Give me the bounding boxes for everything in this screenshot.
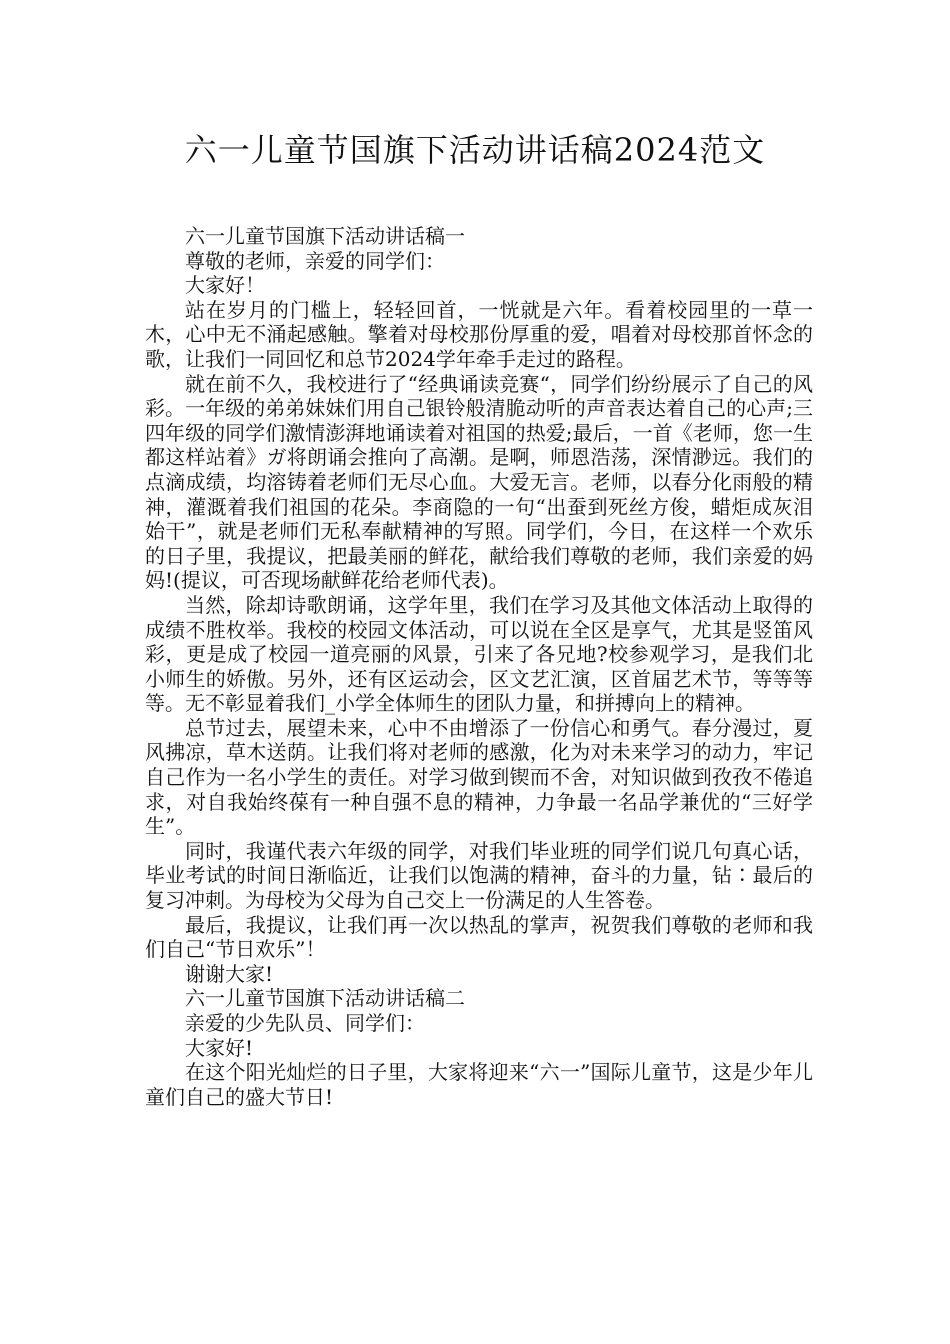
body-paragraph: 在这个阳光灿烂的日子里，大家将迎来“六一”国际儿童节，这是少年儿童们自己的盛大节日! bbox=[145, 1060, 813, 1109]
body-paragraph: 站在岁月的门槛上，轻轻回首，一恍就是六年。看着校园里的一草一木，心中无不涌起感触。擎着对母校那份厚重的爱，唱着对母校那首怀念的歌，让我们一同回忆和总节2024学年牵手走过的路程。 bbox=[145, 297, 813, 371]
greeting-1: 大家好！ bbox=[185, 273, 265, 298]
greeting-2: 大家好! bbox=[185, 1035, 254, 1060]
section-heading-2: 六一儿童节国旗下活动讲话稿二 bbox=[185, 986, 465, 1011]
closing-thanks: 谢谢大家! bbox=[185, 961, 274, 986]
body-paragraph: 当然，除却诗歌朗诵，这学年里，我们在学习及其他文体活动上取得的成绩不胜枚举。我校的校园文体活动，可以说在全区是享气，尤其是竖笛风彩，更是成了校园一道亮丽的风景，引来了各兄地?校参观学习，是我们北小师生的娇傲。另外，还有区运动会，区文艺汇演，区首届艺术节，等等等等。无不彰显着我们_小学全体师生的团队力量，和拼搏向上的精神。 bbox=[145, 592, 813, 716]
section-heading-1: 六一儿童节国旗下活动讲话稿一 bbox=[185, 224, 465, 248]
body-paragraph: 同时，我谨代表六年级的同学，对我们毕业班的同学们说几句真心话，毕业考试的时间日渐临近，让我们以饱满的精神，奋斗的力量，钻∶最后的复习冲刺。为母校为父母为自己交上一份满足的人生答卷。 bbox=[145, 838, 813, 913]
salutation-2: 亲爱的少先队员、同学们： bbox=[185, 1011, 425, 1035]
body-paragraph: 最后，我提议，让我们再一次以热乱的掌声，祝贺我们尊敬的老师和我们自己“节日欢乐”！ bbox=[145, 912, 813, 962]
body-paragraph: 总节过去，展望未来，心中不由增添了一份信心和勇气。春分漫过，夏风拂凉，草木送荫。让我们将对老师的感激，化为对未来学习的动力，牢记自己作为一名小学生的责任。对学习做到锲而不舍，对知识做到孜孜不倦追求，对自我始终葆有一种自强不息的精神，力争最一名品学兼优的“三好学生”。 bbox=[145, 715, 813, 839]
document-body bbox=[145, 224, 813, 1109]
document-title: 六一儿童节国旗下活动讲话稿2024范文 bbox=[184, 131, 766, 169]
salutation-1: 尊敬的老师，亲爱的同学们： bbox=[185, 248, 445, 273]
body-paragraph: 就在前不久，我校进行了“经典诵读竞赛“，同学们纷纷展示了自己的风彩。一年级的弟弟妹妹们用自己银铃般清脆动听的声音表达着自己的心声;三四年级的同学们激情澎湃地诵读着对祖国的热爱;最后，一首《老师，您一生都这样站着》ガ将朗诵会推向了高潮。是啊，师恩浩荡，深情渺远。我们的点滴成绩，均溶铸着老师们无尽心血。大爱无言。老师，以春分化雨般的精神，灌溉着我们祖国的花朵。李商隐的一句“出蚕到死丝方俊，蜡炬成灰泪始干”，就是老师们无私奉献精神的写照。同学们，今日，在这样一个欢乐的日子里，我提议，把最美丽的鲜花，献给我们尊敬的老师，我们亲爱的妈妈!(提议，可否现场献鲜花给老师代表)。 bbox=[145, 371, 813, 593]
